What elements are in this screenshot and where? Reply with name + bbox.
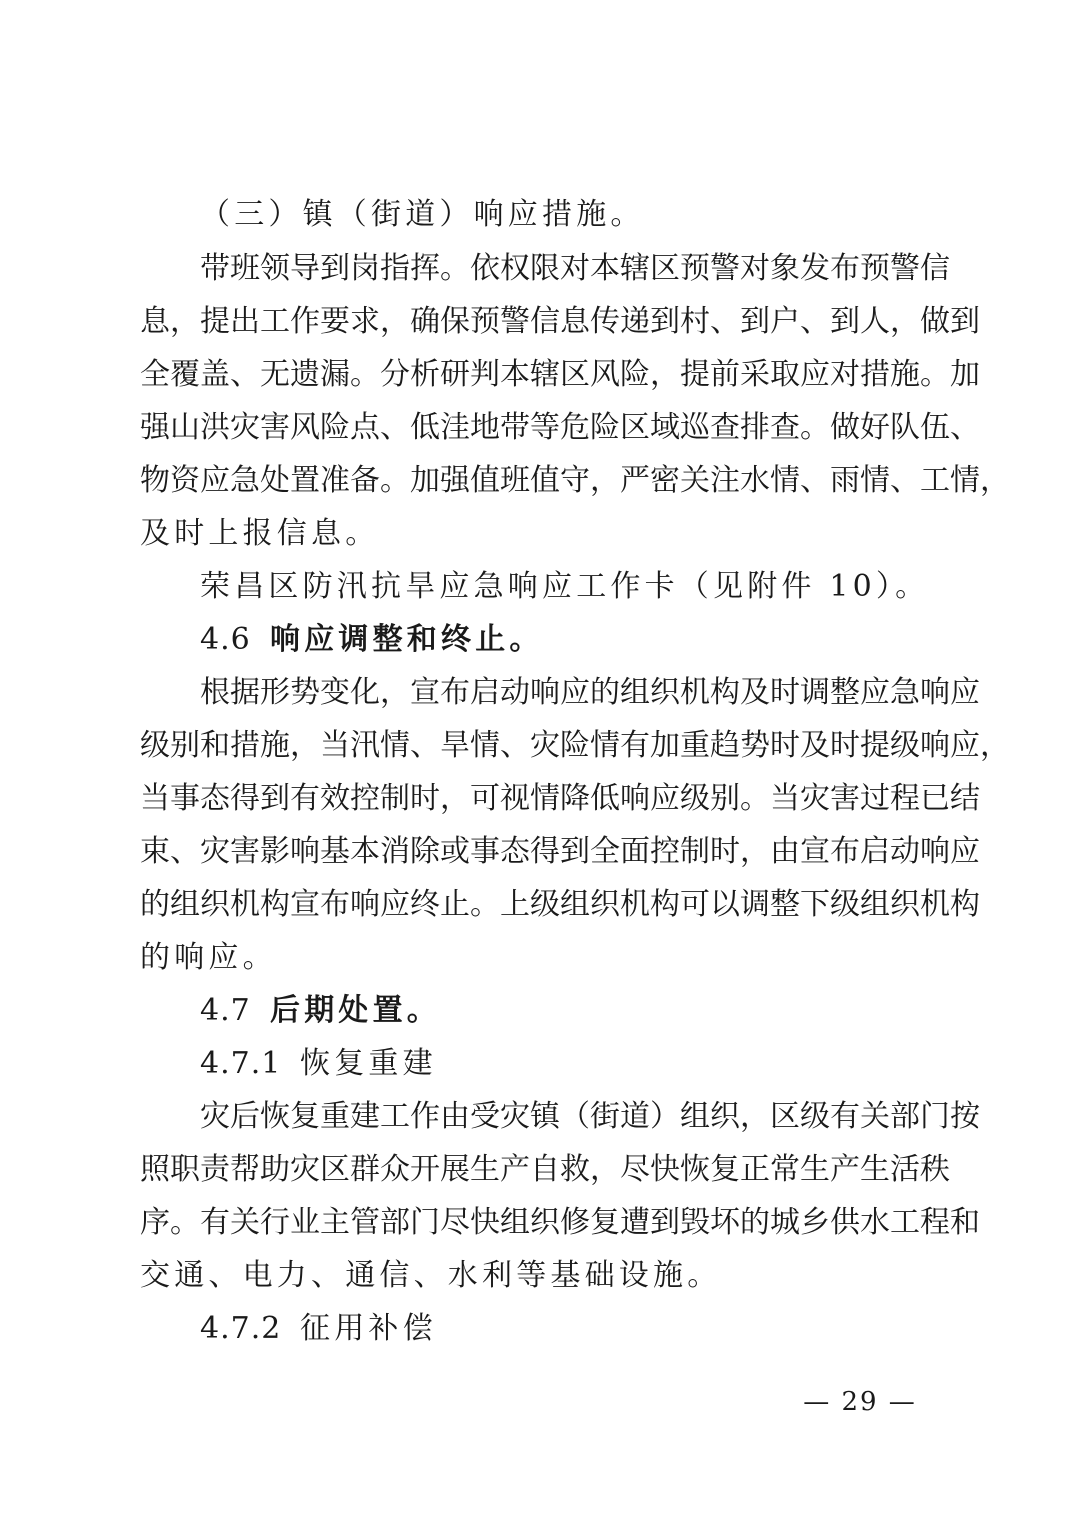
page-number: — 29 —: [803, 1387, 917, 1417]
paragraph-line: 当事态得到有效控制时，可视情降低响应级别。当灾害过程已结: [140, 781, 980, 816]
paragraph-line: 强山洪灾害风险点、低洼地带等危险区域巡查排查。做好队伍、: [140, 410, 980, 445]
paragraph-line: 束、灾害影响基本消除或事态得到全面控制时，由宣布启动响应: [140, 834, 980, 869]
paragraph-line: 带班领导到岗指挥。依权限对本辖区预警对象发布预警信: [200, 251, 950, 286]
heading-4-7-2: [200, 1309, 940, 1349]
heading-4-7-1: [200, 1044, 940, 1084]
paragraph-line: 息，提出工作要求，确保预警信息传递到村、到户、到人，做到: [140, 304, 980, 339]
heading-4-6: [200, 620, 940, 660]
section-heading: （三）镇（街道）响应措施。: [200, 197, 645, 232]
heading-number: 4.7.1: [200, 1046, 282, 1081]
heading-number: 4.6: [200, 622, 251, 657]
paragraph-line: 灾后恢复重建工作由受灾镇（街道）组织，区级有关部门按: [200, 1099, 980, 1134]
paragraph-line: 照职责帮助灾区群众开展生产自救，尽快恢复正常生产生活秩: [140, 1152, 950, 1187]
heading-number: 4.7: [200, 993, 251, 1028]
heading-number: 4.7.2: [200, 1311, 282, 1346]
paragraph-line: 级别和措施，当汛情、旱情、灾险情有加重趋势时及时提级响应，: [140, 728, 1010, 763]
heading-title: 征用补偿: [300, 1311, 437, 1346]
paragraph-line: 荣昌区防汛抗旱应急响应工作卡（见附件 10）。: [200, 569, 930, 604]
paragraph-line: 交通、电力、通信、水利等基础设施。: [140, 1258, 722, 1293]
heading-title: 恢复重建: [300, 1046, 437, 1081]
paragraph-line: 物资应急处置准备。加强值班值守，严密关注水情、雨情、工情，: [140, 463, 1010, 498]
paragraph-line: 根据形势变化，宣布启动响应的组织机构及时调整应急响应: [200, 675, 980, 710]
paragraph-line: 全覆盖、无遗漏。分析研判本辖区风险，提前采取应对措施。加: [140, 357, 980, 392]
paragraph-line: 的组织机构宣布响应终止。上级组织机构可以调整下级组织机构: [140, 887, 980, 922]
heading-title: 后期处置。: [270, 993, 441, 1028]
heading-4-7: [200, 991, 940, 1031]
paragraph-line: 及时上报信息。: [140, 516, 380, 551]
heading-title: 响应调整和终止。: [270, 622, 544, 657]
paragraph-line: 序。有关行业主管部门尽快组织修复遭到毁坏的城乡供水工程和: [140, 1205, 980, 1240]
paragraph-line: 的响应。: [140, 940, 277, 975]
